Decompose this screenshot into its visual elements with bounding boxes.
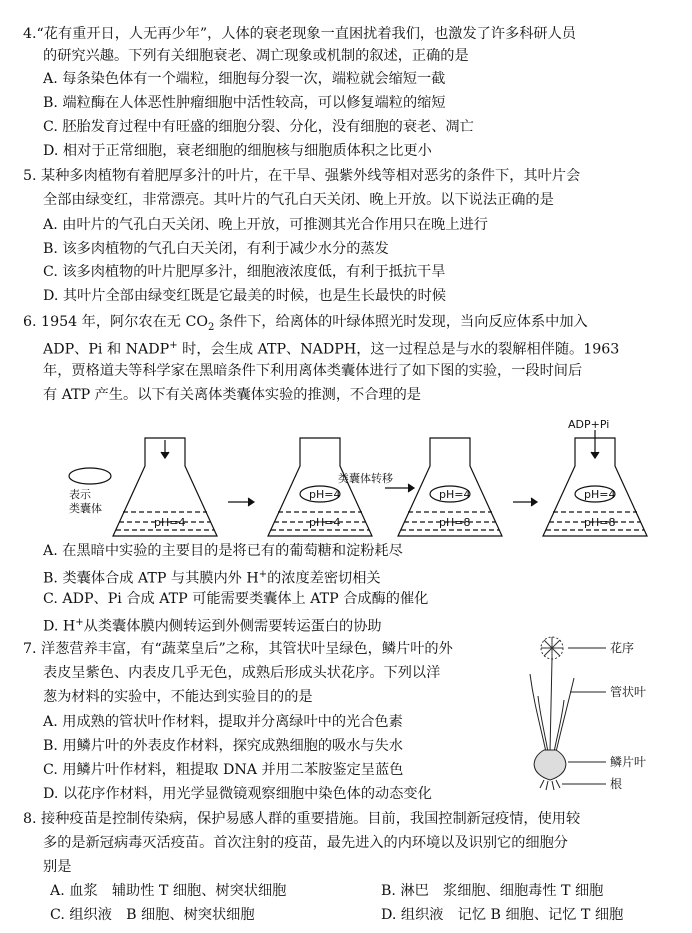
- q8-stem-line3: 别是: [43, 859, 72, 875]
- flask2-inner-ph: pH=4: [309, 488, 341, 501]
- q6-stem-line4: 有 ATP 产生。以下有关离体类囊体实验的推测，不合理的是: [43, 387, 421, 403]
- q6-text: 时，会生成 ATP、NADPH，这一过程总是与水的裂解相伴随。1963: [177, 341, 620, 358]
- q7-option-a: A. 用成熟的管状叶作材料，提取并分离绿叶中的光合色素: [43, 714, 403, 730]
- superscript: +: [169, 340, 178, 351]
- label-tubular-leaf: 管状叶: [610, 685, 647, 699]
- q6-option-b: [43, 565, 381, 589]
- legend-label-1: 表示: [69, 488, 91, 501]
- q6-stem-line1: [23, 312, 588, 338]
- q8-stem-line1: 8. 接种疫苗是控制传染病，保护易感人群的重要措施。目前，我国控制新冠疫情，使用较: [23, 811, 581, 827]
- flask4-inner-ph: pH=4: [584, 488, 616, 501]
- subscript: 2: [207, 321, 215, 333]
- label-root: 根: [610, 777, 623, 791]
- flask4-ph: pH=8: [584, 516, 616, 529]
- flask2-ph: pH=4: [309, 516, 341, 529]
- superscript: +: [258, 569, 268, 580]
- q4-option-b: B. 端粒酶在人体恶性肿瘤细胞中活性较高，可以修复端粒的缩短: [43, 95, 446, 111]
- q8-option-d: D. 组织液 记忆 B 细胞、记忆 T 细胞: [381, 907, 624, 923]
- q7-stem-line1: 7. 洋葱营养丰富，有“蔬菜皇后”之称，其管状叶呈绿色，鳞片叶的外: [23, 641, 453, 657]
- q6-text: D. H: [43, 618, 76, 635]
- q6-option-c: C. ADP、Pi 合成 ATP 可能需要类囊体上 ATP 合成酶的催化: [43, 591, 429, 607]
- label-scale-leaf: 鳞片叶: [610, 755, 647, 769]
- onion-figure: [510, 634, 680, 794]
- q4-stem-line2: 的研究兴趣。下列有关细胞衰老、凋亡现象或机制的叙述，正确的是: [43, 48, 469, 64]
- q5-option-c: C. 该多肉植物的叶片肥厚多汁，细胞液浓度低，有利于抵抗干旱: [43, 264, 446, 280]
- q6-text: 条件下，给离体的叶绿体照光时发现，当向反应体系中加入: [214, 314, 588, 330]
- q4-option-d: D. 相对于正常细胞，衰老细胞的细胞核与细胞质体积之比更小: [43, 143, 432, 159]
- thylakoid-legend-icon: [69, 468, 111, 484]
- q5-option-d: D. 其叶片全部由绿变红既是它最美的时候，也是生长最快的时候: [43, 288, 446, 304]
- q8-option-a: A. 血浆 辅助性 T 细胞、树突状细胞: [50, 883, 287, 899]
- adp-pi-label: ADP+Pi: [568, 418, 610, 431]
- q5-option-b: B. 该多肉植物的气孔白天关闭，有利于减少水分的蒸发: [43, 241, 389, 257]
- q8-option-b: B. 淋巴 浆细胞、细胞毒性 T 细胞: [381, 883, 604, 899]
- q4-option-c: C. 胚胎发育过程中有旺盛的细胞分裂、分化，没有细胞的衰老、凋亡: [43, 119, 474, 135]
- q5-stem-line1: 5. 某种多肉植物有着肥厚多汁的叶片，在干旱、强紫外线等相对恶劣的条件下，其叶片会: [23, 168, 581, 184]
- legend-label-2: 类囊体: [69, 502, 102, 515]
- q7-option-b: B. 用鳞片叶的外表皮作材料，探究成熟细胞的吸水与失水: [43, 738, 403, 754]
- superscript: +: [75, 617, 84, 628]
- q7-option-d: D. 以花序作材料，用光学显微镜观察细胞中染色体的动态变化: [43, 786, 432, 802]
- q8-stem-line2: 多的是新冠病毒灭活疫苗。首次注射的疫苗，最先进入的内环境以及识别它的细胞分: [43, 835, 568, 851]
- q6-option-a: A. 在黑暗中实验的主要目的是将已有的葡萄糖和淀粉耗尽: [43, 543, 403, 559]
- flask1-ph: pH=4: [154, 516, 186, 529]
- q8-option-c: C. 组织液 B 细胞、树突状细胞: [50, 907, 255, 923]
- transfer-label: 类囊体转移: [338, 472, 393, 485]
- bulb: [534, 750, 566, 780]
- q7-option-c: C. 用鳞片叶作材料，粗提取 DNA 并用二苯胺鉴定呈蓝色: [43, 762, 404, 778]
- q6-text: 从类囊体膜内侧转运到外侧需要转运蛋白的协助: [83, 618, 382, 635]
- q4-stem-line1: 4.“花有重开日，人无再少年”，人体的衰老现象一直困扰着我们，也激发了许多科研人员: [23, 26, 576, 42]
- q6-text: B. 类囊体合成 ATP 与其膜内外 H: [43, 570, 259, 587]
- flask3-inner-ph: pH=4: [439, 488, 471, 501]
- flower-head: [541, 637, 563, 659]
- q5-stem-line2: 全部由绿变红，非常漂亮。其叶片的气孔白天关闭、晚上开放。以下说法正确的是: [43, 192, 554, 208]
- q6-stem-line3: 年，贾格道夫等科学家在黑暗条件下利用离体类囊体进行了如下图的实验，一段时间后: [43, 363, 583, 379]
- q7-stem-line3: 葱为材料的实验中，不能达到实验目的的是: [43, 689, 313, 705]
- q6-option-d: [43, 613, 382, 637]
- q6-text: ADP、Pi 和 NADP: [43, 341, 170, 358]
- q6-stem-line2: [43, 336, 619, 360]
- flask3-ph: pH=8: [439, 516, 471, 529]
- q6-text: 6. 1954 年，阿尔农在无 CO: [23, 314, 208, 330]
- label-flower: 花序: [610, 641, 635, 655]
- q4-option-a: A. 每条染色体有一个端粒，细胞每分裂一次，端粒就会缩短一截: [43, 71, 446, 87]
- thylakoid-experiment-diagram: [60, 418, 650, 540]
- q7-stem-line2: 表皮呈紫色、内表皮几乎无色，成熟后形成头状花序。下列以洋: [43, 665, 441, 681]
- q6-text: 的浓度差密切相关: [267, 570, 381, 587]
- q5-option-a: A. 由叶片的气孔白天关闭、晚上开放，可推测其光合作用只在晚上进行: [43, 217, 488, 233]
